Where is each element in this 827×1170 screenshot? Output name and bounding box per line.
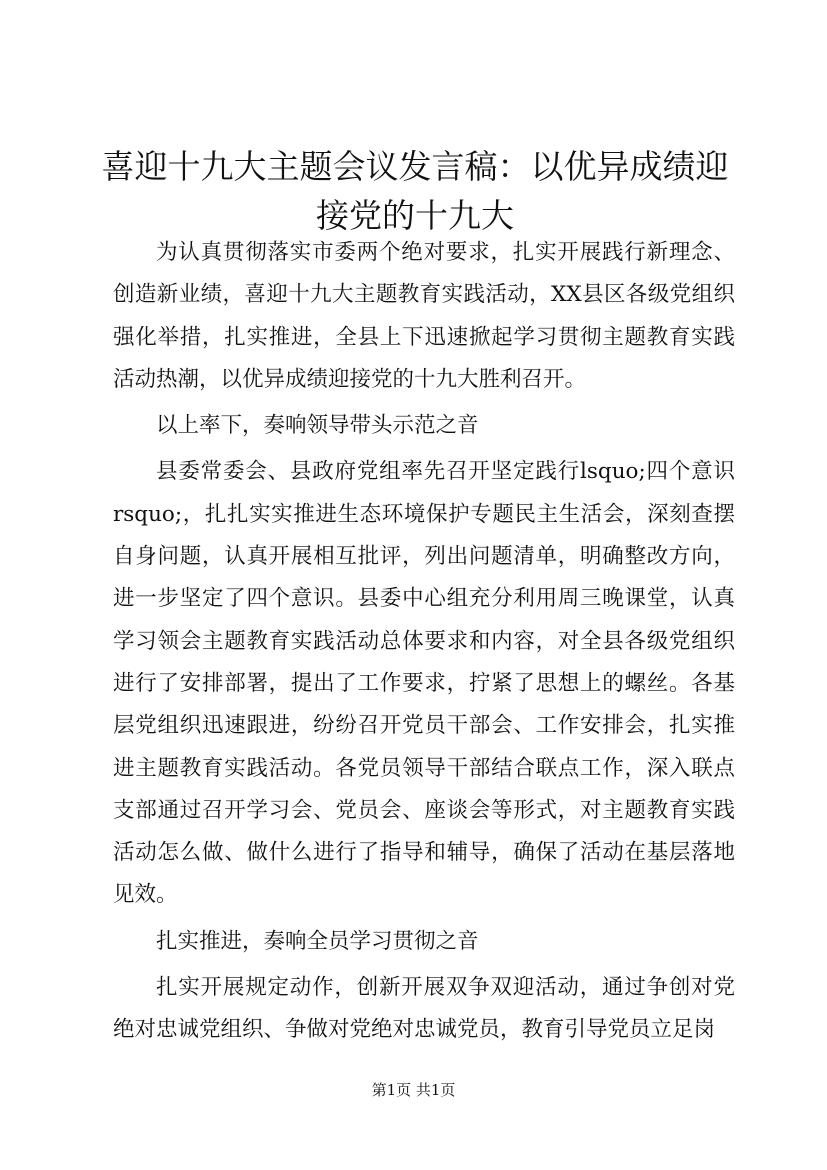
section-heading: 以上率下，奏响领导带头示范之音 xyxy=(156,413,479,439)
document-body xyxy=(113,232,735,1052)
paragraph: 县委常委会、县政府党组率先召开坚定践行lsquo;四个意识rsquo;，扎扎实实推进生态环境保护专题民主生活会，深刻查摆自身问题，认真开展相互批评，列出问题清单，明确整改方向，进一步坚定了四个意识。县委中心组充分利用周三晚课堂，认真学习领会主题教育实践活动总体要求和内容，对全县各级党组织进行了安排部署，提出了工作要求，拧紧了思想上的螺丝。各基层党组织迅速跟进，纷纷召开党员干部会、工作安排会，扎实推进主题教育实践活动。各党员领导干部结合联点工作，深入联点支部通过召开学习会、党员会、座谈会等形式，对主题教育实践活动怎么做、做什么进行了指导和辅导，确保了活动在基层落地见效。 xyxy=(113,459,735,908)
paragraph: 为认真贯彻落实市委两个绝对要求，扎实开展践行新理念、创造新业绩，喜迎十九大主题教育实践活动，XX县区各级党组织强化举措，扎实推进，全县上下迅速掀起学习贯彻主题教育实践活动热潮，以优异成绩迎接党的十九大胜利召开。 xyxy=(113,240,735,392)
section-heading: 扎实推进，奏响全员学习贯彻之音 xyxy=(156,928,479,954)
page-footer: 第1页 共1页 xyxy=(371,1081,456,1099)
paragraph: 扎实开展规定动作，创新开展双争双迎活动，通过争创对党绝对忠诚党组织、争做对党绝对忠诚党员，教育引导党员立足岗 xyxy=(113,975,735,1043)
document-title: 喜迎十九大主题会议发言稿：以优异成绩迎接党的十九大 xyxy=(101,147,729,235)
